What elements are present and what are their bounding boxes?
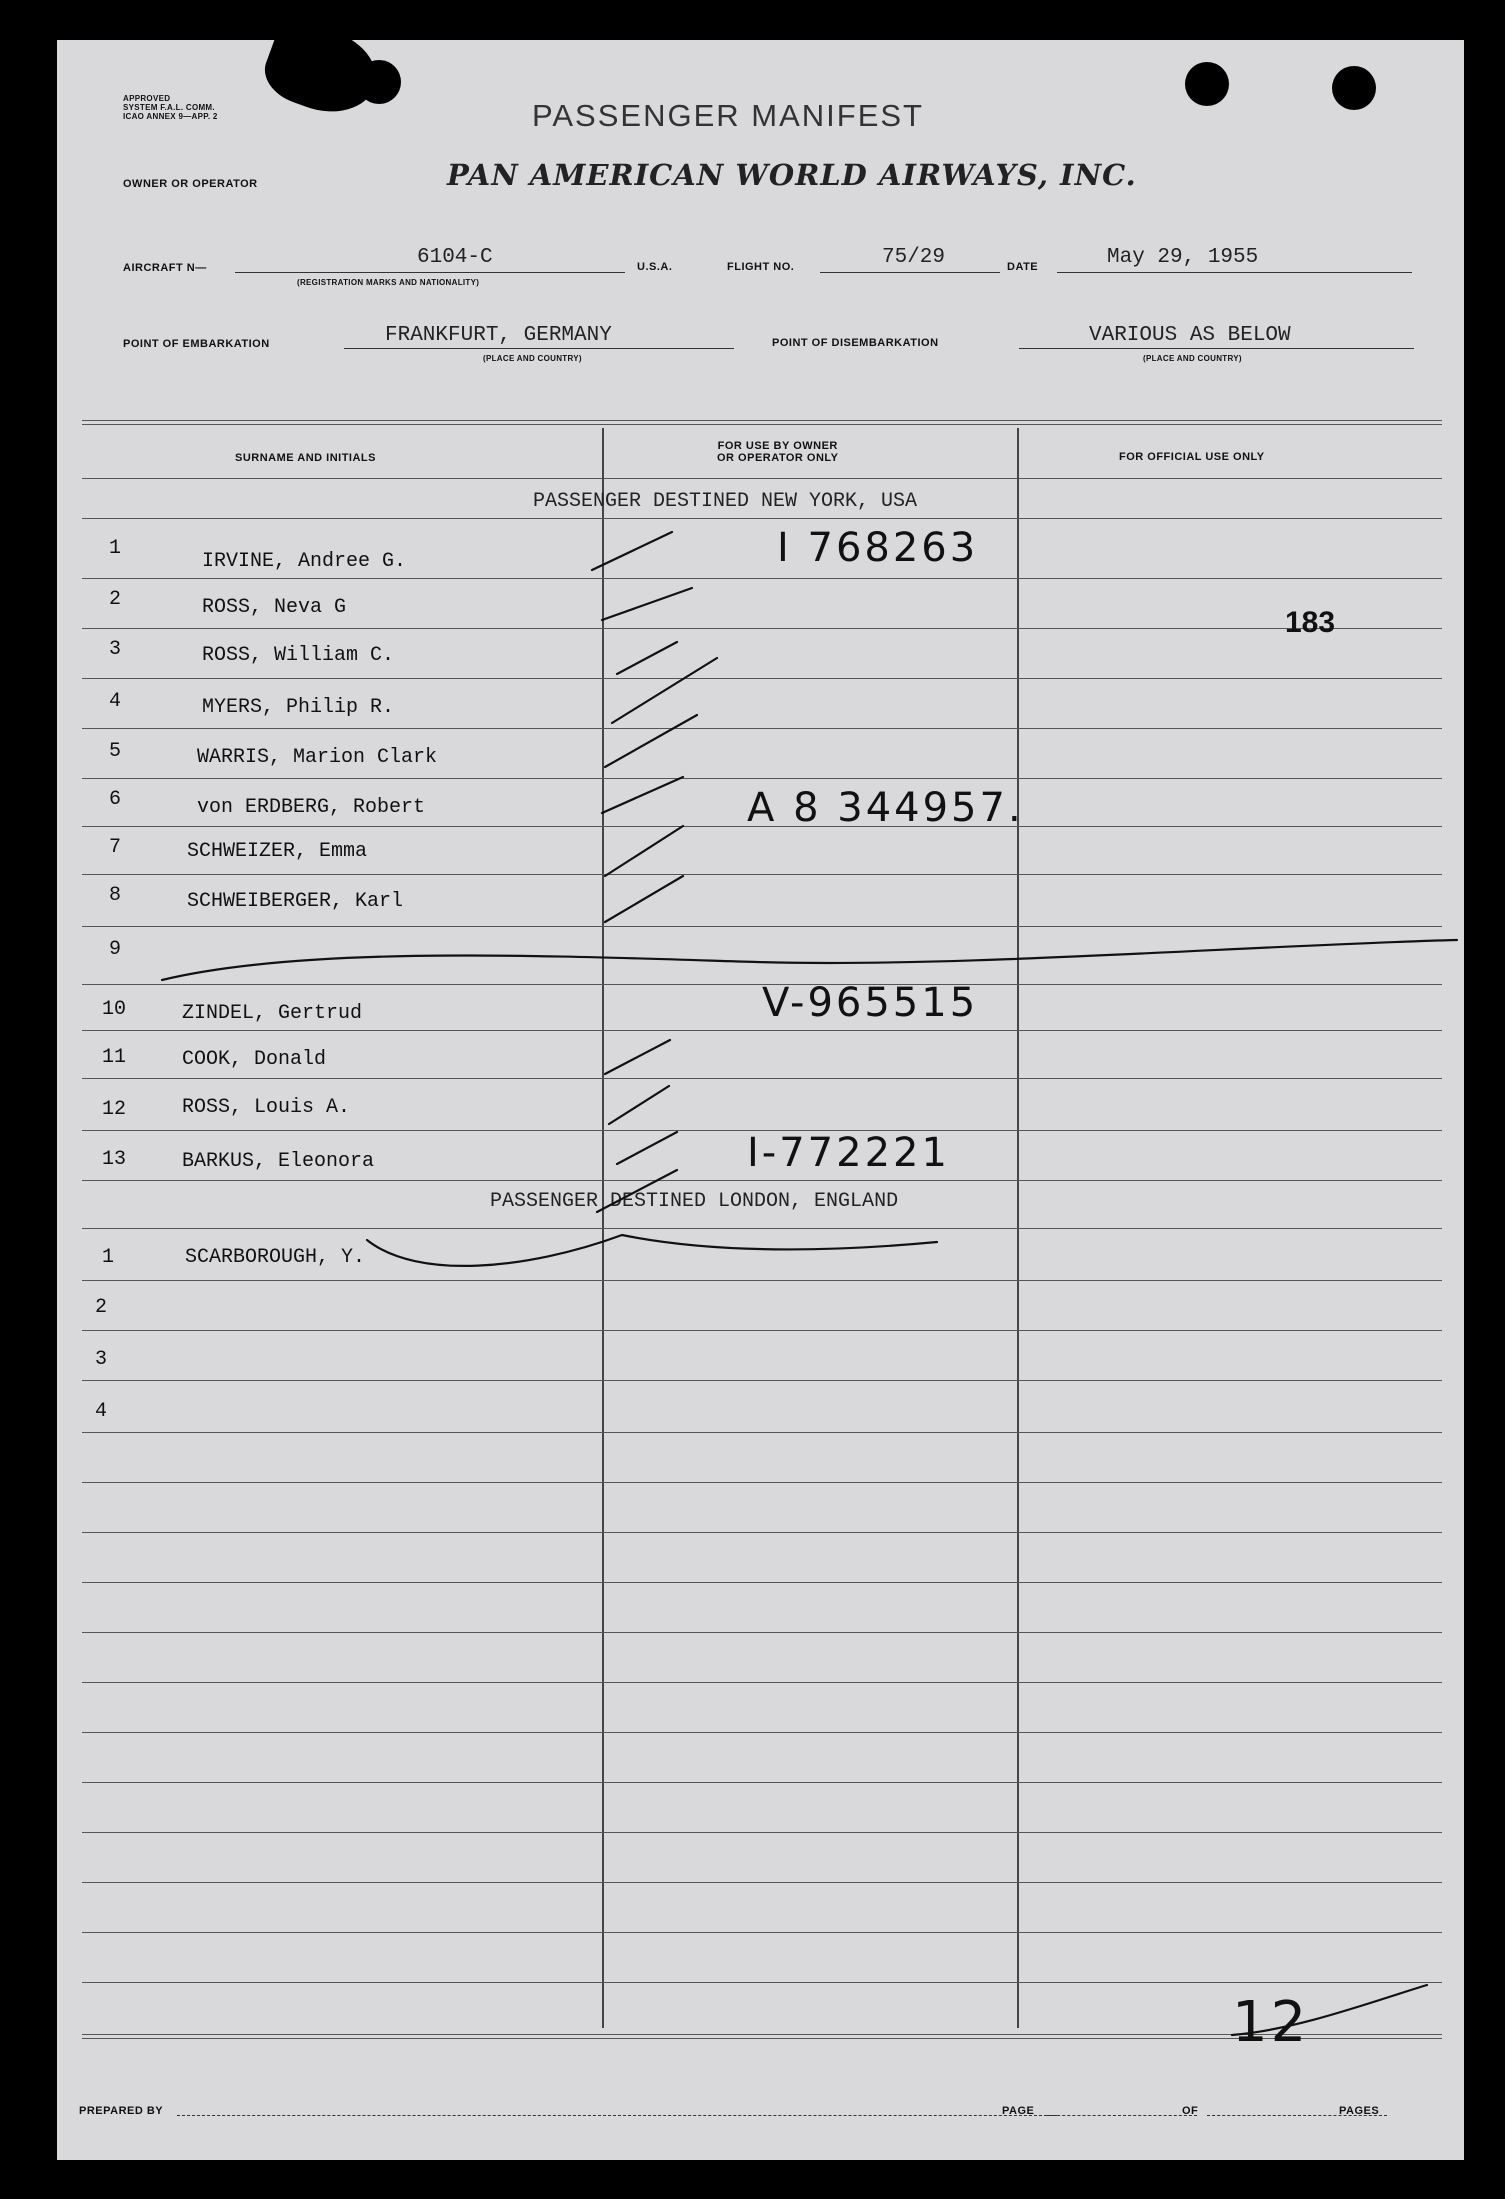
of-label: OF	[1182, 2105, 1199, 2117]
pen-marks	[57, 40, 1464, 2160]
section-heading: PASSENGER DESTINED LONDON, ENGLAND	[490, 1190, 899, 1213]
prepared-by-label: PREPARED BY	[79, 2105, 164, 2117]
col-official: FOR OFFICIAL USE ONLY	[1119, 451, 1265, 463]
row-number: 7	[109, 836, 122, 859]
approval-line: ICAO ANNEX 9—APP. 2	[123, 112, 218, 121]
embark-caption: (PLACE AND COUNTRY)	[483, 354, 582, 363]
check-mark	[605, 715, 697, 767]
handwritten-page-count: 12	[1232, 1990, 1310, 2055]
row-number: 11	[102, 1046, 127, 1069]
date-value: May 29, 1955	[1107, 246, 1259, 269]
embark-label: POINT OF EMBARKATION	[123, 338, 270, 350]
section-heading: PASSENGER DESTINED NEW YORK, USA	[533, 490, 918, 513]
flight-label: FLIGHT NO.	[727, 261, 795, 273]
airline-name: PAN AMERICAN WORLD AIRWAYS, INC.	[447, 158, 1137, 192]
pages-label: PAGES	[1339, 2105, 1380, 2117]
row-number: 12	[102, 1098, 127, 1121]
row-number: 2	[95, 1296, 108, 1319]
check-mark	[602, 777, 683, 813]
handwritten-doc-number: I-772221	[747, 1130, 950, 1176]
col-surname: SURNAME AND INITIALS	[235, 452, 376, 464]
check-mark	[617, 1132, 677, 1164]
check-mark	[605, 826, 683, 876]
passenger-name: ROSS, William C.	[202, 644, 395, 667]
handwritten-doc-number: I 768263	[777, 525, 979, 571]
passenger-name: von ERDBERG, Robert	[197, 796, 426, 819]
row-number: 2	[109, 588, 122, 611]
date-label: DATE	[1007, 261, 1039, 273]
pen-flourish	[1232, 1985, 1427, 2035]
handwritten-doc-number: A 8 344957.	[747, 785, 1024, 831]
page-label: PAGE	[1002, 2105, 1035, 2117]
check-mark	[605, 1040, 670, 1074]
approval-line: APPROVED	[123, 94, 171, 103]
flight-value: 75/29	[882, 246, 946, 269]
passenger-name: MYERS, Philip R.	[202, 696, 395, 719]
passenger-name: ROSS, Louis A.	[182, 1096, 351, 1119]
disembark-caption: (PLACE AND COUNTRY)	[1143, 354, 1242, 363]
row-number: 3	[95, 1348, 108, 1371]
handwritten-doc-number: V-965515	[762, 980, 979, 1026]
manifest-sheet	[57, 40, 1464, 2160]
passenger-name: SCHWEIBERGER, Karl	[187, 890, 404, 913]
registration-caption: (REGISTRATION MARKS AND NATIONALITY)	[297, 278, 480, 287]
approval-line: SYSTEM F.A.L. COMM.	[123, 103, 215, 112]
check-mark	[597, 1170, 677, 1212]
row-number: 1	[102, 1246, 115, 1269]
row-number: 4	[109, 690, 122, 713]
aircraft-value: 6104-C	[417, 246, 493, 269]
usa-label: U.S.A.	[637, 261, 673, 273]
col-owner-use-line: OR OPERATOR ONLY	[717, 452, 839, 464]
row-number: 6	[109, 788, 122, 811]
row-number: 1	[109, 537, 122, 560]
aircraft-label: AIRCRAFT N—	[123, 262, 207, 274]
check-mark	[602, 588, 692, 620]
official-stamp-number: 183	[1285, 606, 1336, 639]
disembark-value: VARIOUS AS BELOW	[1089, 324, 1291, 347]
check-mark	[592, 532, 672, 570]
row-number: 8	[109, 884, 122, 907]
passenger-name: SCHWEIZER, Emma	[187, 840, 368, 863]
disembark-label: POINT OF DISEMBARKATION	[772, 337, 939, 349]
check-mark	[605, 876, 683, 922]
col-owner-use-line: FOR USE BY OWNER	[717, 440, 838, 452]
embark-value: FRANKFURT, GERMANY	[385, 324, 612, 347]
page-title: PASSENGER MANIFEST	[532, 98, 924, 133]
check-mark	[617, 642, 677, 674]
passenger-name: ZINDEL, Gertrud	[182, 1002, 363, 1025]
passenger-name: SCARBOROUGH, Y.	[185, 1246, 366, 1269]
row-number: 9	[109, 938, 122, 961]
passenger-name: ROSS, Neva G	[202, 596, 347, 619]
strike-line	[367, 1235, 937, 1266]
passenger-name: BARKUS, Eleonora	[182, 1150, 375, 1173]
passenger-name: WARRIS, Marion Clark	[197, 746, 438, 769]
row-number: 3	[109, 638, 122, 661]
check-mark	[609, 1086, 669, 1124]
passenger-name: IRVINE, Andree G.	[202, 550, 407, 573]
strike-line	[162, 940, 1457, 980]
owner-label: OWNER OR OPERATOR	[123, 178, 258, 190]
passenger-name: COOK, Donald	[182, 1048, 327, 1071]
row-number: 5	[109, 740, 122, 763]
row-number: 13	[102, 1148, 127, 1171]
row-number: 10	[102, 998, 127, 1021]
row-number: 4	[95, 1400, 108, 1423]
